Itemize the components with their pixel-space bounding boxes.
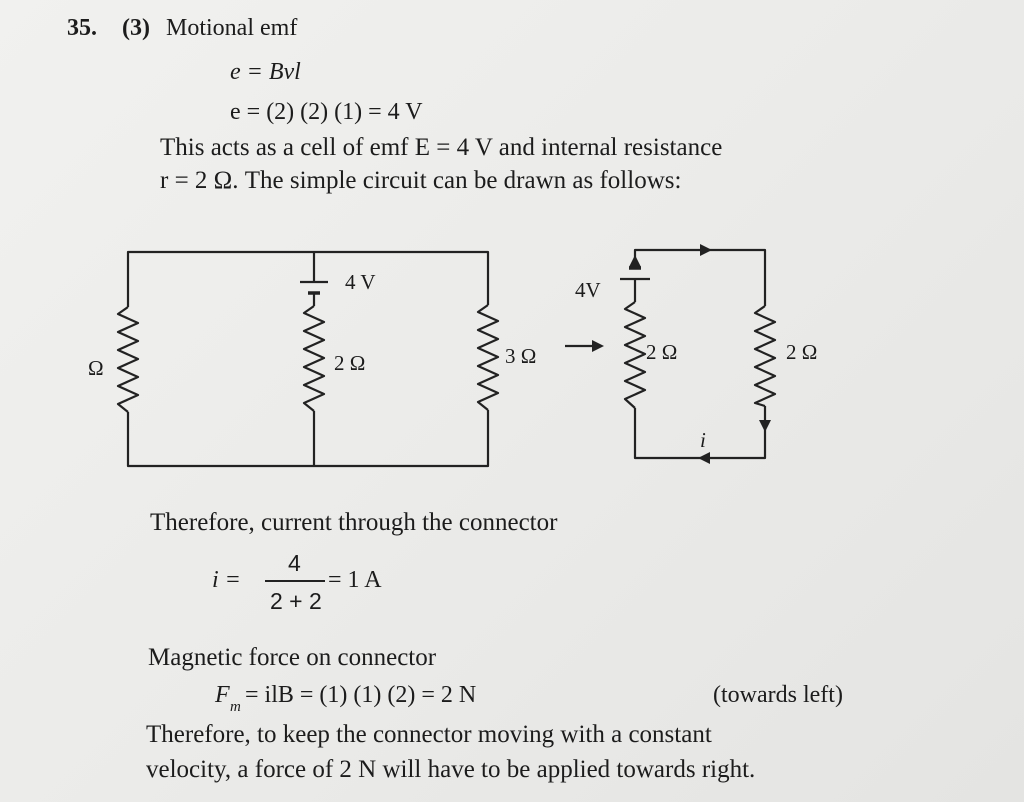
outer-wire-left-bottom xyxy=(128,410,488,466)
label-middle-resistor: 2 Ω xyxy=(334,351,366,375)
left-resistor xyxy=(118,307,138,412)
current-arrow-right xyxy=(759,420,771,432)
label-current: i xyxy=(700,428,706,452)
force-subscript: m xyxy=(230,699,241,715)
section-title: Motional emf xyxy=(166,15,298,41)
simple-wire-left-top xyxy=(635,250,765,306)
label-right-resistor: 3 Ω xyxy=(505,344,537,368)
force-equation: = ilB = (1) (1) (2) = 2 N xyxy=(245,682,477,708)
simple-left-resistor xyxy=(625,302,645,408)
paragraph-line-2: r = 2 Ω. The simple circuit can be drawn as follows: xyxy=(160,167,682,194)
force-direction: (towards left) xyxy=(713,682,843,708)
current-intro-text: Therefore, current through the connector xyxy=(150,509,558,536)
force-intro-text: Magnetic force on connector xyxy=(148,644,437,671)
current-lhs: i = xyxy=(212,567,241,593)
outer-wire-left-top xyxy=(128,252,488,307)
right-resistor xyxy=(478,305,498,410)
conclusion-line-1: Therefore, to keep the connector moving with a constant xyxy=(146,721,712,748)
answer-option: (3) xyxy=(122,15,150,41)
paragraph-line-1: This acts as a cell of emf E = 4 V and internal resistance xyxy=(160,134,723,161)
label-battery: 4 V xyxy=(345,270,376,294)
fraction-numerator: 4 xyxy=(288,550,301,576)
current-result: = 1 A xyxy=(328,567,382,593)
current-arrow-top xyxy=(700,244,712,256)
equation-emf-value: e = (2) (2) (1) = 4 V xyxy=(230,99,423,125)
label-simple-left-resistor: 2 Ω xyxy=(646,340,678,364)
current-arrow-bottom xyxy=(698,452,710,464)
middle-resistor xyxy=(304,306,324,411)
conclusion-line-2: velocity, a force of 2 N will have to be applied towards right. xyxy=(146,756,756,783)
simple-right-resistor xyxy=(755,306,775,406)
equation-emf-formula: e = Bvl xyxy=(230,59,301,85)
fraction-bar xyxy=(265,580,325,582)
fraction-denominator: 2 + 2 xyxy=(270,588,322,614)
label-left-resistor: Ω xyxy=(88,356,104,380)
label-simple-right-resistor: 2 Ω xyxy=(786,340,818,364)
simple-battery-up-arrow xyxy=(629,255,641,267)
question-number: 35. xyxy=(67,15,97,41)
force-symbol: F xyxy=(215,682,230,708)
label-simple-battery: 4V xyxy=(575,278,601,302)
transform-arrow-head xyxy=(592,340,604,352)
